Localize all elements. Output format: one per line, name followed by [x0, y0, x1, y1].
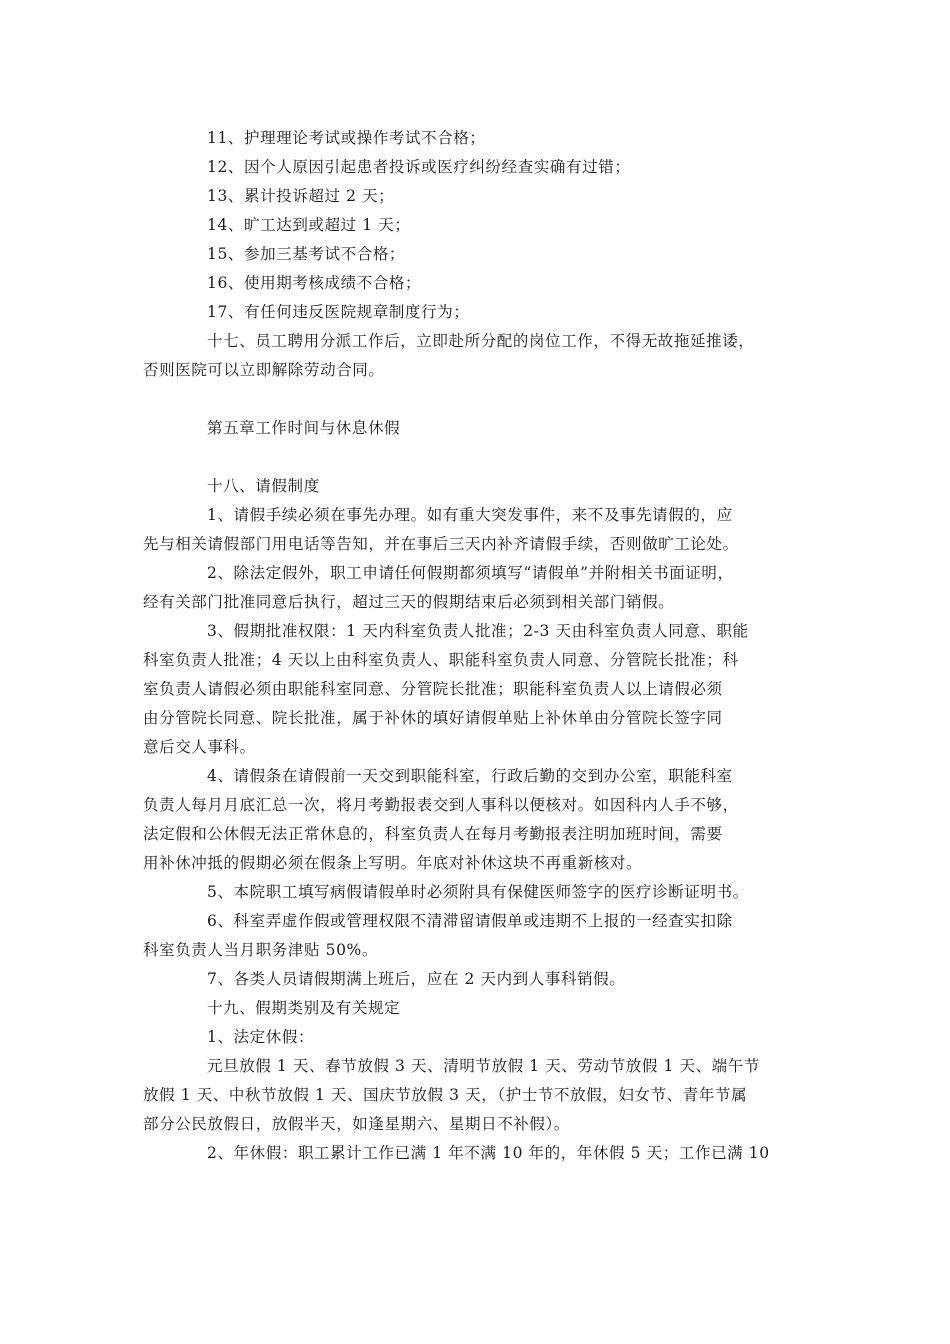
- paragraph-first-line: 十七、员工聘用分派工作后，立即赴所分配的岗位工作，不得无故拖延推诿，: [207, 332, 755, 350]
- paragraph-first-line: 十九、假期类别及有关规定: [207, 999, 401, 1017]
- paragraph-first-line: 14、旷工达到或超过 1 天；: [207, 216, 411, 234]
- paragraph-first-line: 十八、请假制度: [207, 477, 320, 495]
- paragraph-continuation-line: 室负责人请假必须由职能科室同意、分管院长批准；职能科室负责人以上请假必须: [143, 680, 723, 698]
- paragraph-first-line: 12、因个人原因引起患者投诉或医疗纠纷经查实确有过错；: [207, 158, 631, 176]
- paragraph-first-line: 1、法定休假：: [207, 1028, 315, 1046]
- paragraph-continuation-line: 由分管院长同意、院长批准，属于补休的填好请假单贴上补休单由分管院长签字同: [143, 709, 723, 727]
- paragraph-spacer: [143, 443, 815, 472]
- paragraph-first-line: 11、护理理论考试或操作考试不合格；: [207, 129, 486, 147]
- paragraph-first-line: 3、假期批准权限：1 天内科室负责人批准；2-3 天由科室负责人同意、职能: [207, 622, 749, 640]
- paragraph-first-line: 17、有任何违反医院规章制度行为；: [207, 303, 470, 321]
- paragraph-continuation-line: 意后交人事科。: [143, 738, 256, 756]
- paragraph-first-line: 元旦放假 1 天、春节放假 3 天、清明节放假 1 天、劳动节放假 1 天、端午节: [207, 1057, 760, 1075]
- paragraph-first-line: 4、请假条在请假前一天交到职能科室，行政后勤的交到办公室，职能科室: [207, 767, 733, 785]
- paragraph-spacer: [143, 385, 815, 414]
- paragraph-continuation-line: 否则医院可以立即解除劳动合同。: [143, 361, 385, 379]
- paragraph-first-line: 第五章工作时间与休息休假: [207, 419, 401, 437]
- paragraph-continuation-line: 负责人每月月底汇总一次，将月考勤报表交到人事科以便核对。如因科内人手不够，: [143, 796, 739, 814]
- paragraph-first-line: 13、累计投诉超过 2 天；: [207, 187, 395, 205]
- paragraph-first-line: 5、本院职工填写病假请假单时必须附具有保健医师签字的医疗诊断证明书。: [207, 883, 749, 901]
- paragraph-first-line: 15、参加三基考试不合格；: [207, 245, 406, 263]
- paragraph-continuation-line: 经有关部门批准同意后执行，超过三天的假期结束后必须到相关部门销假。: [143, 593, 675, 611]
- paragraph-first-line: 7、各类人员请假期满上班后，应在 2 天内到人事科销假。: [207, 970, 626, 988]
- paragraph-first-line: 16、使用期考核成绩不合格；: [207, 274, 422, 292]
- paragraph-continuation-line: 先与相关请假部门用电话等告知，并在事后三天内补齐请假手续，否则做旷工论处。: [143, 535, 739, 553]
- paragraph-first-line: 2、除法定假外，职工申请任何假期都须填写“请假单”并附相关书面证明，: [207, 564, 734, 582]
- paragraph-continuation-line: 部分公民放假日，放假半天，如逢星期六、星期日不补假）。: [143, 1115, 570, 1133]
- paragraph-continuation-line: 科室负责人当月职务津贴 50%。: [143, 941, 378, 959]
- paragraph-first-line: 1、请假手续必须在事先办理。如有重大突发事件，来不及事先请假的，应: [207, 506, 733, 524]
- paragraph-continuation-line: 用补休冲抵的假期必须在假条上写明。年底对补休这块不再重新核对。: [143, 854, 643, 872]
- paragraph-continuation-line: 科室负责人批准；4 天以上由科室负责人、职能科室负责人同意、分管院长批准；科: [143, 651, 739, 669]
- paragraph-continuation-line: 法定假和公休假无法正常休息的，科室负责人在每月考勤报表注明加班时间，需要: [143, 825, 723, 843]
- paragraph-first-line: 2、年休假：职工累计工作已满 1 年不满 10 年的，年休假 5 天；工作已满 10: [207, 1144, 770, 1162]
- document-body: [143, 124, 815, 1168]
- paragraph-continuation-line: 放假 1 天、中秋节放假 1 天、国庆节放假 3 天，（护士节不放假，妇女节、青年节属: [143, 1086, 748, 1104]
- paragraph-first-line: 6、科室弄虚作假或管理权限不清滞留请假单或违期不上报的一经查实扣除: [207, 912, 733, 930]
